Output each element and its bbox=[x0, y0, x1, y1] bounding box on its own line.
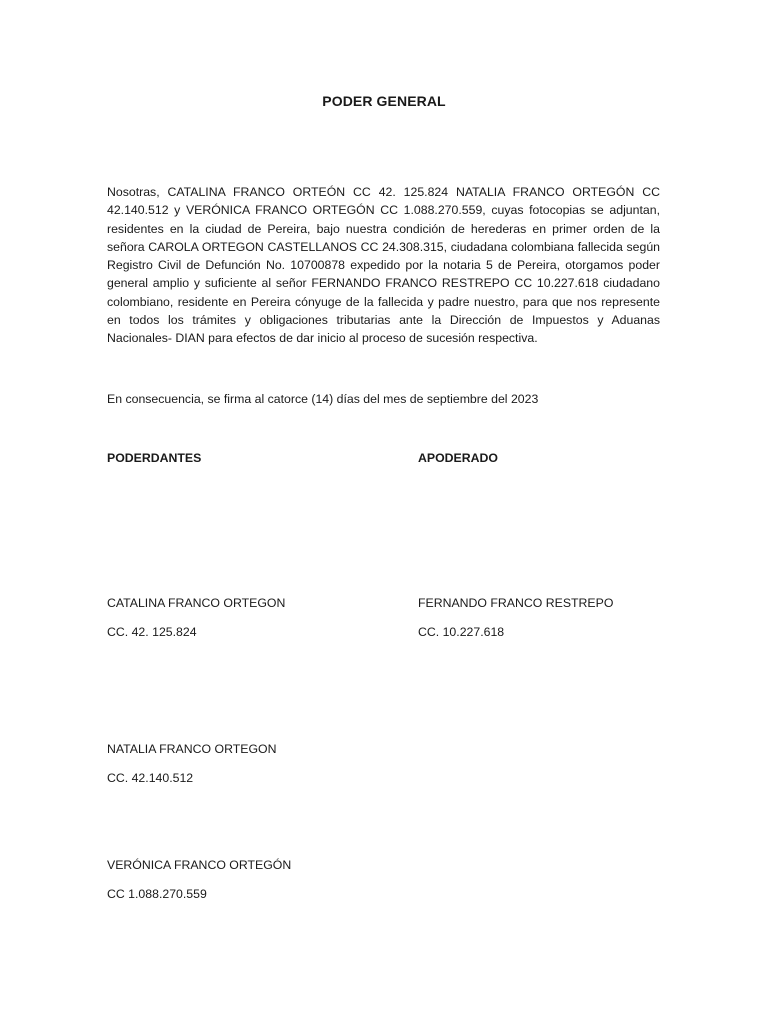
apoderado-heading: APODERADO bbox=[418, 451, 498, 465]
poderdante-name: NATALIA FRANCO ORTEGON bbox=[107, 742, 277, 756]
apoderado-id: CC. 10.227.618 bbox=[418, 625, 505, 639]
poderdante-id: CC. 42.140.512 bbox=[107, 771, 194, 785]
closing-statement: En consecuencia, se firma al catorce (14) días del mes de septiembre del 2023 bbox=[107, 392, 539, 406]
poderdante-id: CC 1.088.270.559 bbox=[107, 887, 207, 901]
poderdante-name: CATALINA FRANCO ORTEGON bbox=[107, 596, 286, 610]
document-title: PODER GENERAL bbox=[322, 93, 446, 109]
poderdante-id: CC. 42. 125.824 bbox=[107, 625, 197, 639]
body-paragraph: Nosotras, CATALINA FRANCO ORTEÓN CC 42. 125.824 NATALIA FRANCO ORTEGÓN CC 42.140.512 y VERÓNICA FRANCO ORTEGÓN CC 1.088.270.559, cuyas fotocopias se adjuntan, residentes en la ciudad de Pereira, bajo nuestra condición de herederas en primer orden de la señora CAROLA ORTEGON CASTELLANOS CC 24.308.315, ciudadana colombiana fallecida según Registro Civil de Defunción No. 10700878 expedido por la notaria 5 de Pereira, otorgamos poder general amplio y suficiente al señor FERNANDO FRANCO RESTREPO CC 10.227.618 ciudadano colombiano, residente en Pereira cónyuge de la fallecida y padre nuestro, para que nos represente en todos los trámites y obligaciones tributarias ante la Dirección de Impuestos y Aduanas Nacionales- DIAN para efectos de dar inicio al proceso de sucesión respectiva. bbox=[107, 185, 660, 346]
poderdantes-heading: PODERDANTES bbox=[107, 451, 202, 465]
apoderado-name: FERNANDO FRANCO RESTREPO bbox=[418, 596, 614, 610]
poderdante-name: VERÓNICA FRANCO ORTEGÓN bbox=[107, 858, 292, 872]
